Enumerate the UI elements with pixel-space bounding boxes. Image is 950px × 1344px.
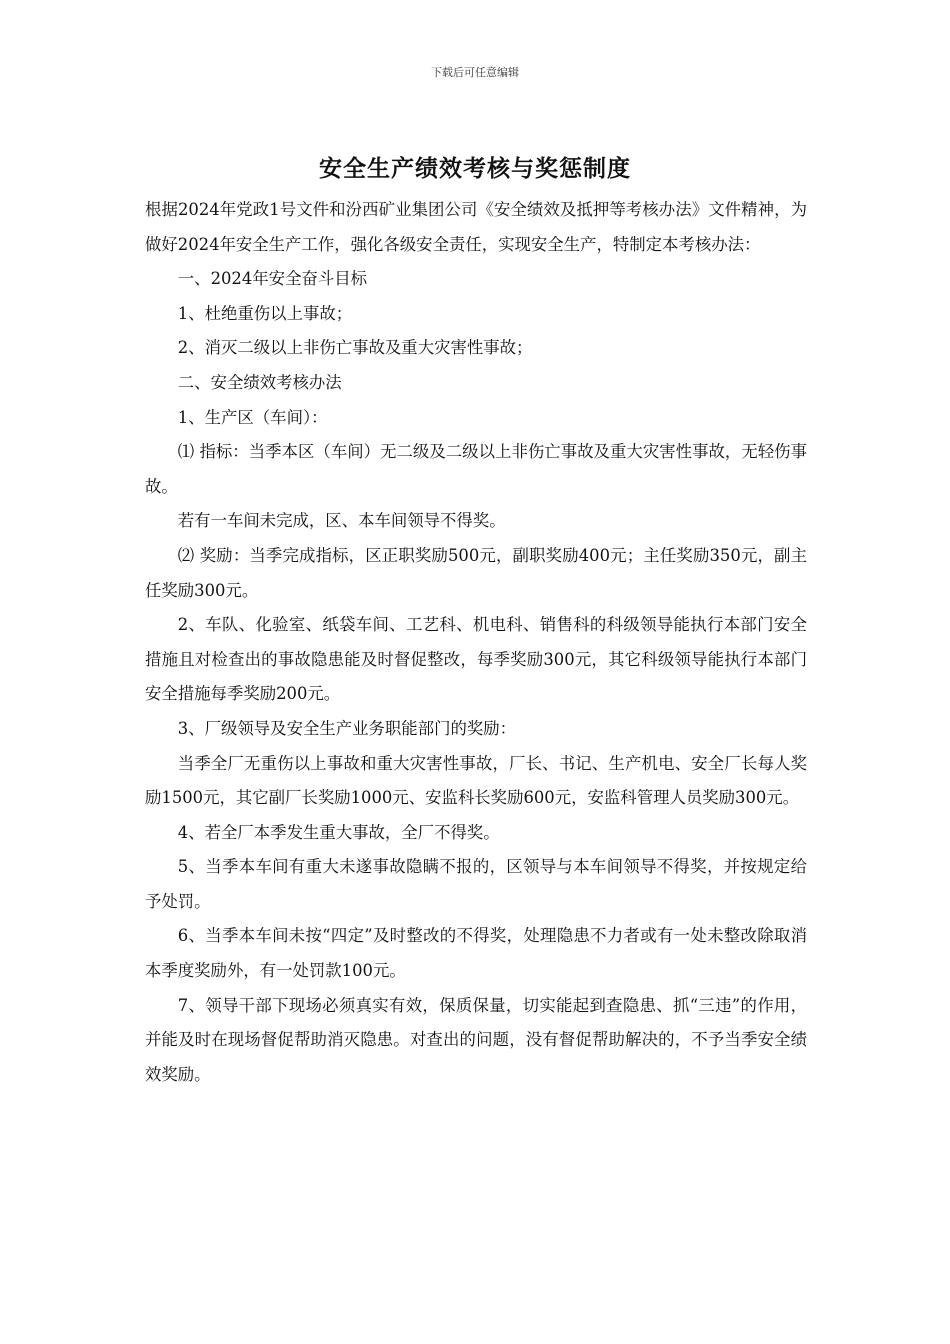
method-item-4: 4、若全厂本季发生重大事故，全厂不得奖。 bbox=[177, 822, 500, 842]
method-item-5: 5、当季本车间有重大未遂事故隐瞒不报的，区领导与本车间领导不得奖，并按规定给予处罚。 bbox=[145, 857, 807, 911]
method-item-3-detail: 当季全厂无重伤以上事故和重大灾害性事故，厂长、书记、生产机电、安全厂长每人奖励1500元，其它副厂长奖励1000元、安监科长奖励600元，安监科管理人员奖励300元。 bbox=[145, 753, 807, 808]
goal-item-2: 2、消灭二级以上非伤亡事故及重大灾害性事故； bbox=[177, 338, 533, 358]
method-item-3: 3、厂级领导及安全生产业务职能部门的奖励： bbox=[177, 718, 517, 738]
method-item-6: 6、当季本车间未按“四定”及时整改的不得奖，处理隐患不力者或有一处未整改除取消本季度奖励外，有一处罚款100元。 bbox=[145, 926, 807, 981]
method-item-1-note: 若有一车间未完成，区、本车间领导不得奖。 bbox=[177, 511, 506, 531]
document-body bbox=[145, 193, 807, 1092]
method-item-1-indicator: ⑴ 指标：当季本区（车间）无二级及二级以上非伤亡事故及重大灾害性事故，无轻伤事故。 bbox=[145, 442, 807, 496]
goal-item-1: 1、杜绝重伤以上事故； bbox=[177, 303, 353, 323]
document-title: 安全生产绩效考核与奖惩制度 bbox=[319, 155, 631, 182]
page-header-note: 下载后可任意编辑 bbox=[431, 66, 519, 79]
method-item-1-reward: ⑵ 奖励：当季完成指标，区正职奖励500元，副职奖励400元；主任奖励350元，副主任奖励300元。 bbox=[145, 545, 807, 600]
method-item-7: 7、领导干部下现场必须真实有效，保质保量，切实能起到查隐患、抓“三违”的作用，并能及时在现场督促帮助消灭隐患。对查出的问题，没有督促帮助解决的，不予当季安全绩效奖励。 bbox=[145, 995, 807, 1084]
intro-paragraph: 根据2024年党政1号文件和汾西矿业集团公司《安全绩效及抵押等考核办法》文件精神，为做好2024年安全生产工作，强化各级安全责任，实现安全生产，特制定本考核办法： bbox=[145, 200, 807, 254]
section-heading-goals: 一、2024年安全奋斗目标 bbox=[177, 269, 368, 289]
method-item-2: 2、车队、化验室、纸袋车间、工艺科、机电科、销售科的科级领导能执行本部门安全措施且对检查出的事故隐患能及时督促整改，每季奖励300元，其它科级领导能执行本部门安全措施每季奖励200元。 bbox=[145, 615, 807, 704]
section-heading-methods: 二、安全绩效考核办法 bbox=[177, 372, 342, 392]
method-item-1: 1、生产区（车间）： bbox=[177, 407, 328, 427]
